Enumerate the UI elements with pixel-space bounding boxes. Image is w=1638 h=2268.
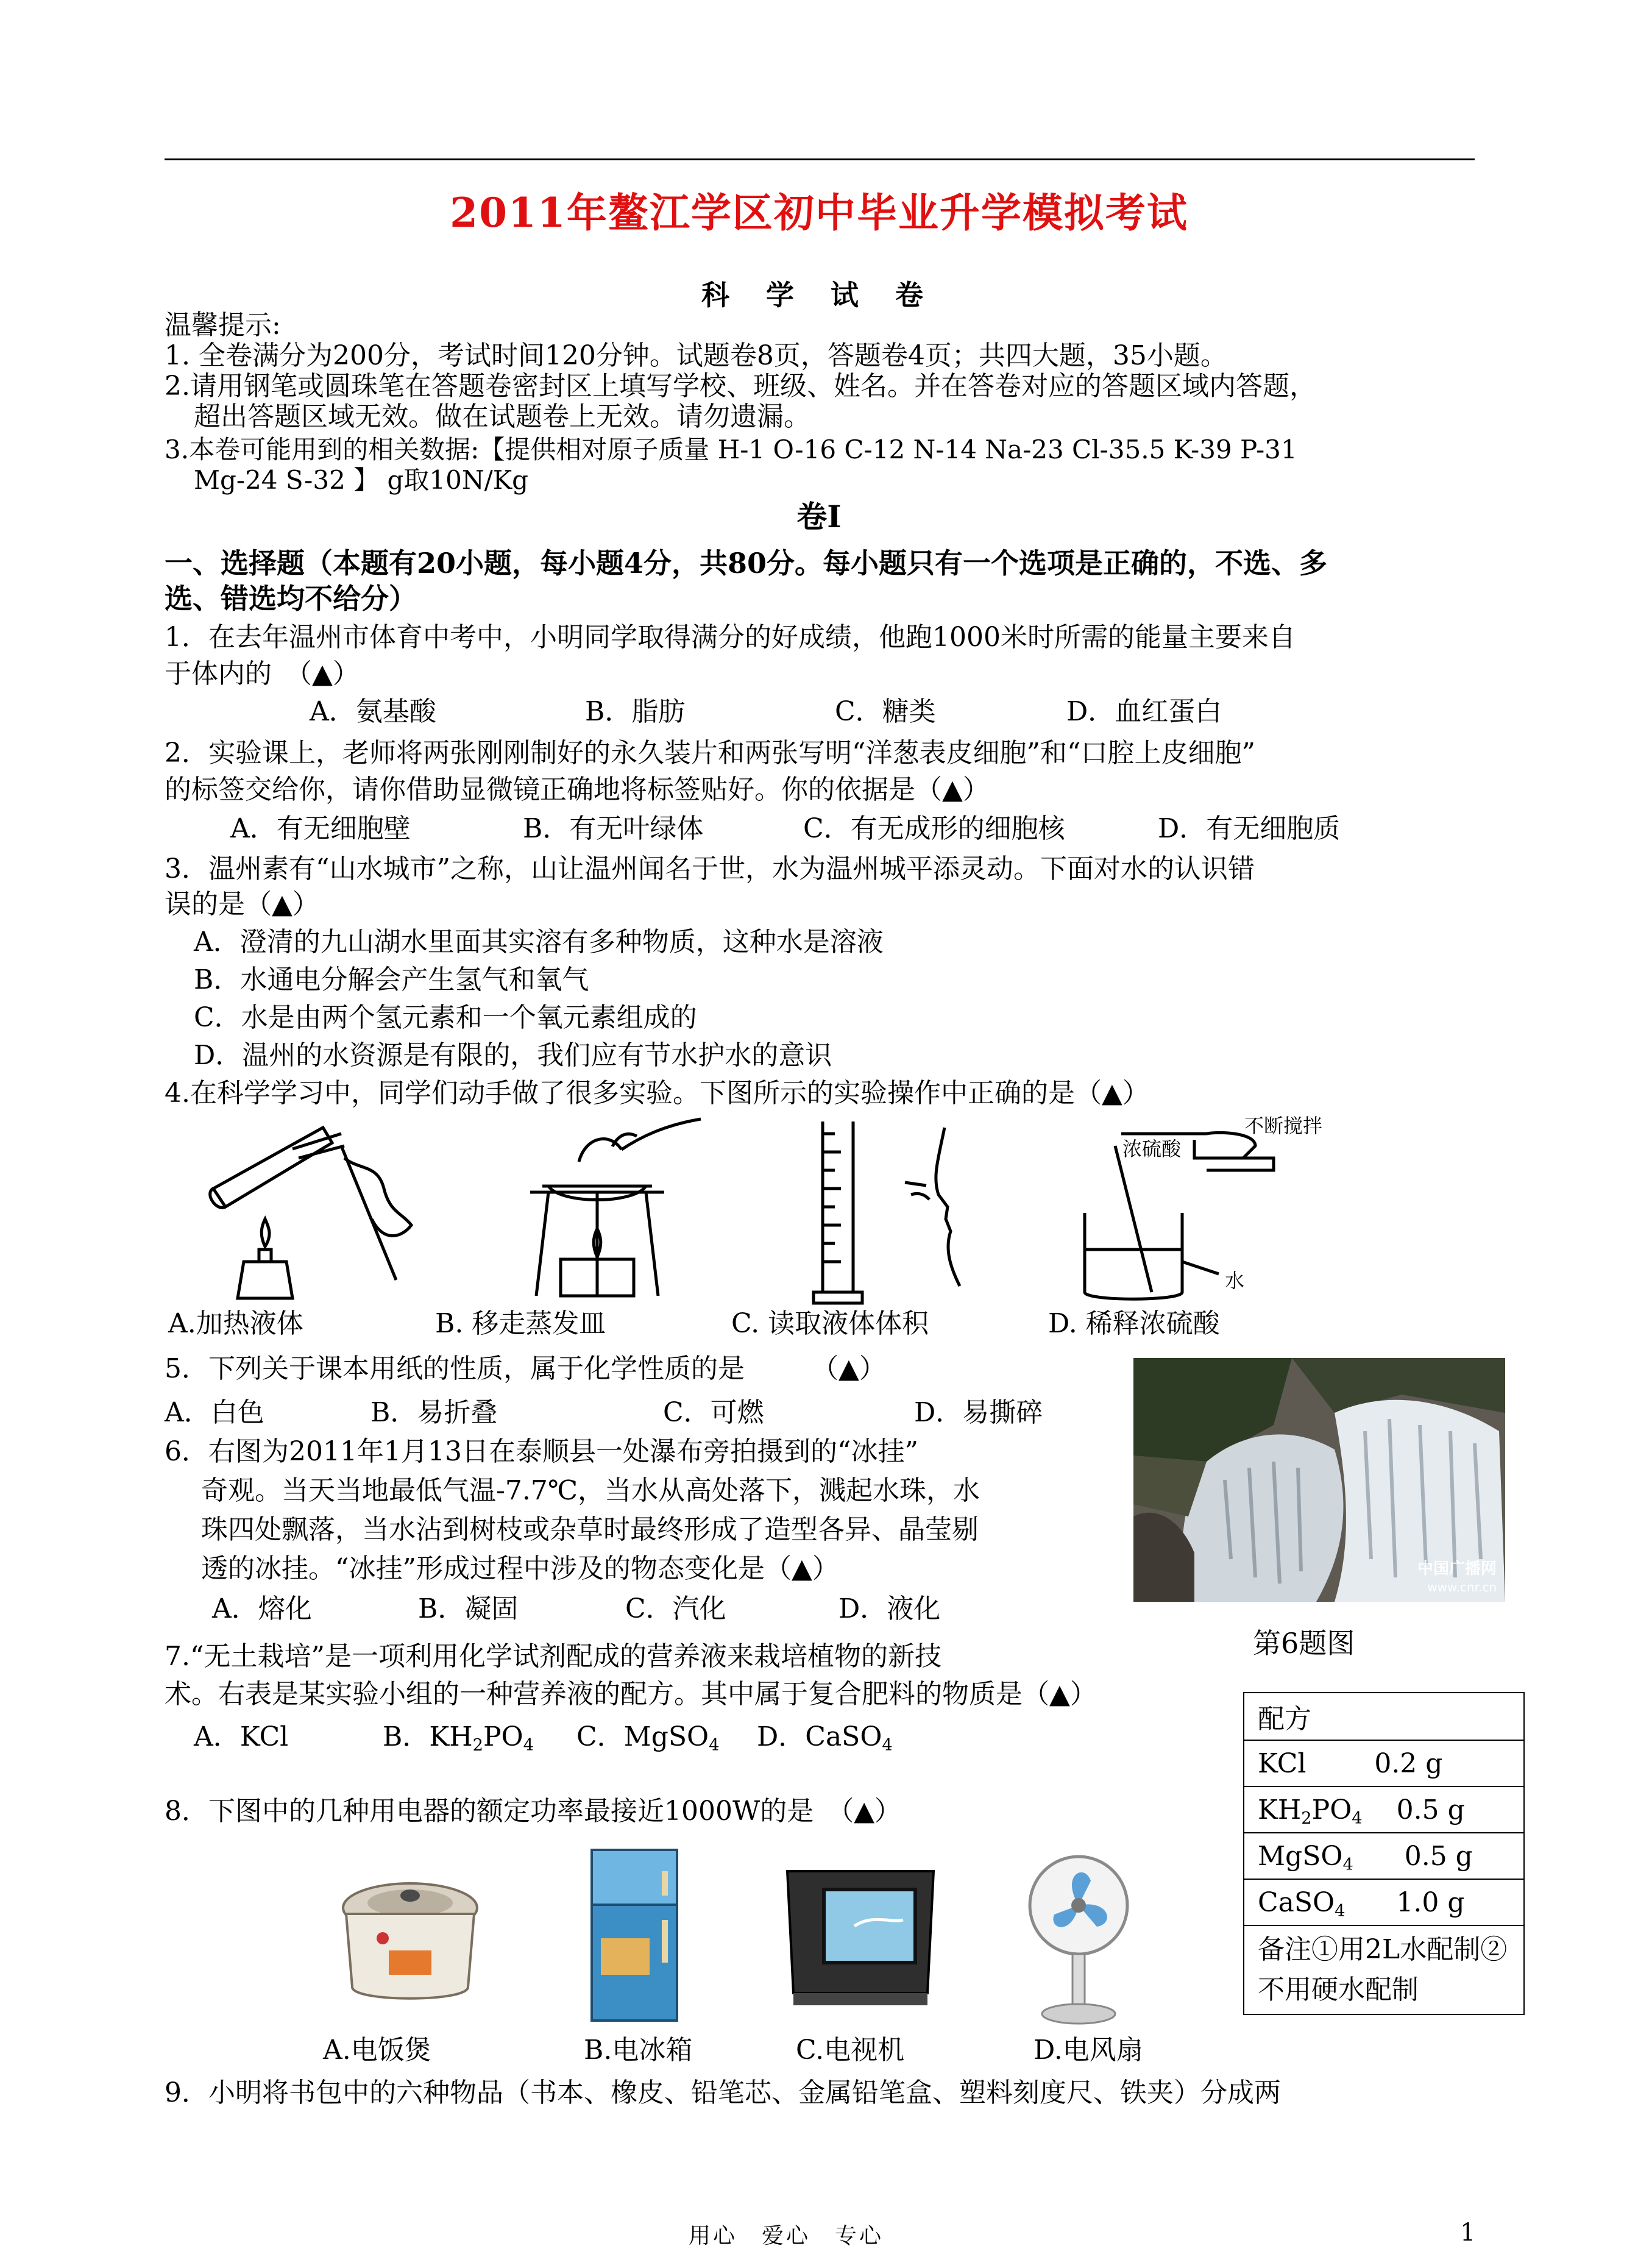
fig-dilute-acid xyxy=(1060,1109,1316,1310)
q6-stem-4: 透的冰挂。“冰挂”形成过程中涉及的物态变化是（▲） xyxy=(201,1553,839,1584)
q8-stem: 8．下图中的几种用电器的额定功率最接近1000W的是 （▲） xyxy=(165,1796,902,1827)
q6-option-d: D．液化 xyxy=(838,1593,941,1624)
q6-option-b: B．凝固 xyxy=(418,1593,519,1624)
q4-option-c: C. 读取液体体积 xyxy=(731,1308,929,1339)
recipe-note: 备注①用2L水配制②不用硬水配制 xyxy=(1244,1925,1524,2014)
q6-stem: 6．右图为2011年1月13日在泰顺县一处瀑布旁拍摄到的“冰挂” xyxy=(165,1436,918,1467)
fig-label-stir: 不断搅拌 xyxy=(1244,1114,1323,1137)
q3-stem: 3．温州素有“山水城市”之称，山让温州闻名于世，水为温州城平添灵动。下面对水的认识错 xyxy=(165,853,1255,884)
header-rule xyxy=(165,158,1475,160)
q8-option-d: D.电风扇 xyxy=(1034,2035,1143,2066)
notice-item-3: 3.本卷可能用到的相关数据:【提供相对原子质量 H-1 O-16 C-12 N-14 Na-23 Cl-35.5 K-39 P-31 xyxy=(165,435,1297,464)
q2-stem: 2．实验课上，老师将两张刚刚制好的永久装片和两张写明“洋葱表皮细胞”和“口腔上皮细胞” xyxy=(165,738,1255,769)
recipe-row-caso4: CaSO$_4$ 1.0 g xyxy=(1244,1879,1524,1925)
q2-option-d: D．有无细胞质 xyxy=(1158,813,1341,844)
paper-subtitle: 科 学 试 卷 xyxy=(701,279,937,311)
q3-stem-cont: 误的是（▲） xyxy=(165,889,319,920)
icicle-photo xyxy=(1133,1358,1505,1602)
q1-option-b: B．脂肪 xyxy=(585,696,686,727)
q8-option-b: B.电冰箱 xyxy=(584,2035,693,2066)
television-image xyxy=(781,1865,940,2011)
notice-heading: 温馨提示: xyxy=(165,310,281,341)
q5-option-b: B．易折叠 xyxy=(370,1397,498,1428)
q4-option-d: D. 稀释浓硫酸 xyxy=(1048,1308,1220,1339)
footer-motto: 用心 爱心 专心 xyxy=(689,2224,884,2248)
q7-stem: 7.“无土栽培”是一项利用化学试剂配成的营养液来栽培植物的新技 xyxy=(165,1641,941,1672)
q7-option-c: C．MgSO$_4$ xyxy=(576,1721,720,1755)
q6-caption: 第6题图 xyxy=(1253,1627,1355,1660)
q8-option-a: A.电饭煲 xyxy=(323,2035,431,2066)
q7-option-b: B．$KH_2PO_4$ xyxy=(383,1721,534,1755)
q5-stem: 5．下列关于课本用纸的性质，属于化学性质的是 （▲） xyxy=(165,1353,886,1384)
q1-option-a: A．氨基酸 xyxy=(310,696,436,727)
q6-option-c: C．汽化 xyxy=(625,1593,726,1624)
q3-option-c: C．水是由两个氢元素和一个氧元素组成的 xyxy=(194,1002,697,1033)
page-number: 1 xyxy=(1460,2219,1476,2247)
q1-stem-cont: 于体内的 （▲） xyxy=(165,658,360,689)
recipe-row-kcl: KCl 0.2 g xyxy=(1244,1740,1524,1786)
notice-item-2-cont: 超出答题区域无效。做在试题卷上无效。请勿遗漏。 xyxy=(194,401,810,432)
q3-option-a: A．澄清的九山湖水里面其实溶有多种物质，这种水是溶液 xyxy=(194,926,884,958)
q5-option-c: C．可燃 xyxy=(663,1397,764,1428)
q2-option-a: A．有无细胞壁 xyxy=(230,813,411,844)
notice-item-1: 1. 全卷满分为200分，考试时间120分钟。试题卷8页，答题卷4页；共四大题，35小题。 xyxy=(165,340,1227,371)
q5-option-d: D．易撕碎 xyxy=(914,1397,1043,1428)
q7-option-d: D．CaSO$_4$ xyxy=(757,1721,893,1755)
recipe-header: 配方 xyxy=(1244,1693,1524,1740)
q3-option-b: B．水通电分解会产生氢气和氧气 xyxy=(194,964,589,995)
q2-stem-cont: 的标签交给你，请你借助显微镜正确地将标签贴好。你的依据是（▲） xyxy=(165,774,990,805)
nutrient-recipe-table xyxy=(1243,1692,1525,2015)
exam-title: 2011年鳌江学区初中毕业升学模拟考试 xyxy=(450,189,1188,236)
q6-stem-3: 珠四处飘落，当水沾到树枝或杂草时最终形成了造型各异、晶莹剔 xyxy=(201,1514,979,1545)
section-heading-cont: 选、错选均不给分） xyxy=(165,582,417,615)
section-heading: 一、选择题（本题有20小题，每小题4分，共80分。每小题只有一个选项是正确的，不选、多 xyxy=(165,547,1328,580)
recipe-row-kh2po4: $KH_2PO_4$ 0.5 g xyxy=(1244,1786,1524,1833)
photo-watermark: 中国广播网 xyxy=(1417,1560,1497,1578)
fig-label-acid: 浓硫酸 xyxy=(1122,1137,1182,1161)
notice-item-3-cont: Mg-24 S-32 】 g取10N/Kg xyxy=(194,465,529,495)
q2-option-b: B．有无叶绿体 xyxy=(523,813,704,844)
q6-stem-2: 奇观。当天当地最低气温-7.7℃，当水从高处落下，溅起水珠，水 xyxy=(201,1475,980,1506)
q1-option-d: D．血红蛋白 xyxy=(1066,696,1222,727)
q4-option-a: A.加热液体 xyxy=(168,1308,303,1339)
q1-option-c: C．糖类 xyxy=(835,696,936,727)
q8-option-c: C.电视机 xyxy=(796,2035,905,2066)
notice-item-2: 2.请用钢笔或圆珠笔在答题卷密封区上填写学校、班级、姓名。并在答卷对应的答题区域内答题， xyxy=(165,371,1316,402)
fig-label-water: 水 xyxy=(1225,1269,1245,1292)
electric-fan-image xyxy=(1024,1850,1133,2027)
rice-cooker-image xyxy=(334,1865,486,2011)
fig-heating-liquid xyxy=(201,1122,433,1304)
q7-option-a: A．KCl xyxy=(194,1721,289,1752)
q3-option-d: D．温州的水资源是有限的，我们应有节水护水的意识 xyxy=(194,1040,832,1071)
q4-option-b: B. 移走蒸发皿 xyxy=(435,1308,606,1339)
q5-option-a: A．白色 xyxy=(165,1397,264,1428)
q7-stem-cont: 术。右表是某实验小组的一种营养液的配方。其中属于复合肥料的物质是（▲） xyxy=(165,1679,1097,1710)
refrigerator-image xyxy=(589,1847,680,2024)
fig-graduated-cylinder xyxy=(786,1109,1018,1310)
photo-watermark-url: www.cnr.cn xyxy=(1427,1580,1497,1594)
q2-option-c: C．有无成形的细胞核 xyxy=(803,813,1065,844)
q6-option-a: A．熔化 xyxy=(212,1593,312,1624)
q4-stem: 4.在科学学习中，同学们动手做了很多实验。下图所示的实验操作中正确的是（▲） xyxy=(165,1078,1149,1109)
fig-evaporating-dish xyxy=(506,1113,713,1308)
volume-heading: 卷Ⅰ xyxy=(796,499,842,535)
q1-stem: 1．在去年温州市体育中考中，小明同学取得满分的好成绩，他跑1000米时所需的能量主要来自 xyxy=(165,622,1296,653)
q9-stem: 9．小明将书包中的六种物品（书本、橡皮、铅笔芯、金属铅笔盒、塑料刻度尺、铁夹）分成两 xyxy=(165,2077,1281,2108)
recipe-row-mgso4: MgSO$_4$ 0.5 g xyxy=(1244,1833,1524,1879)
